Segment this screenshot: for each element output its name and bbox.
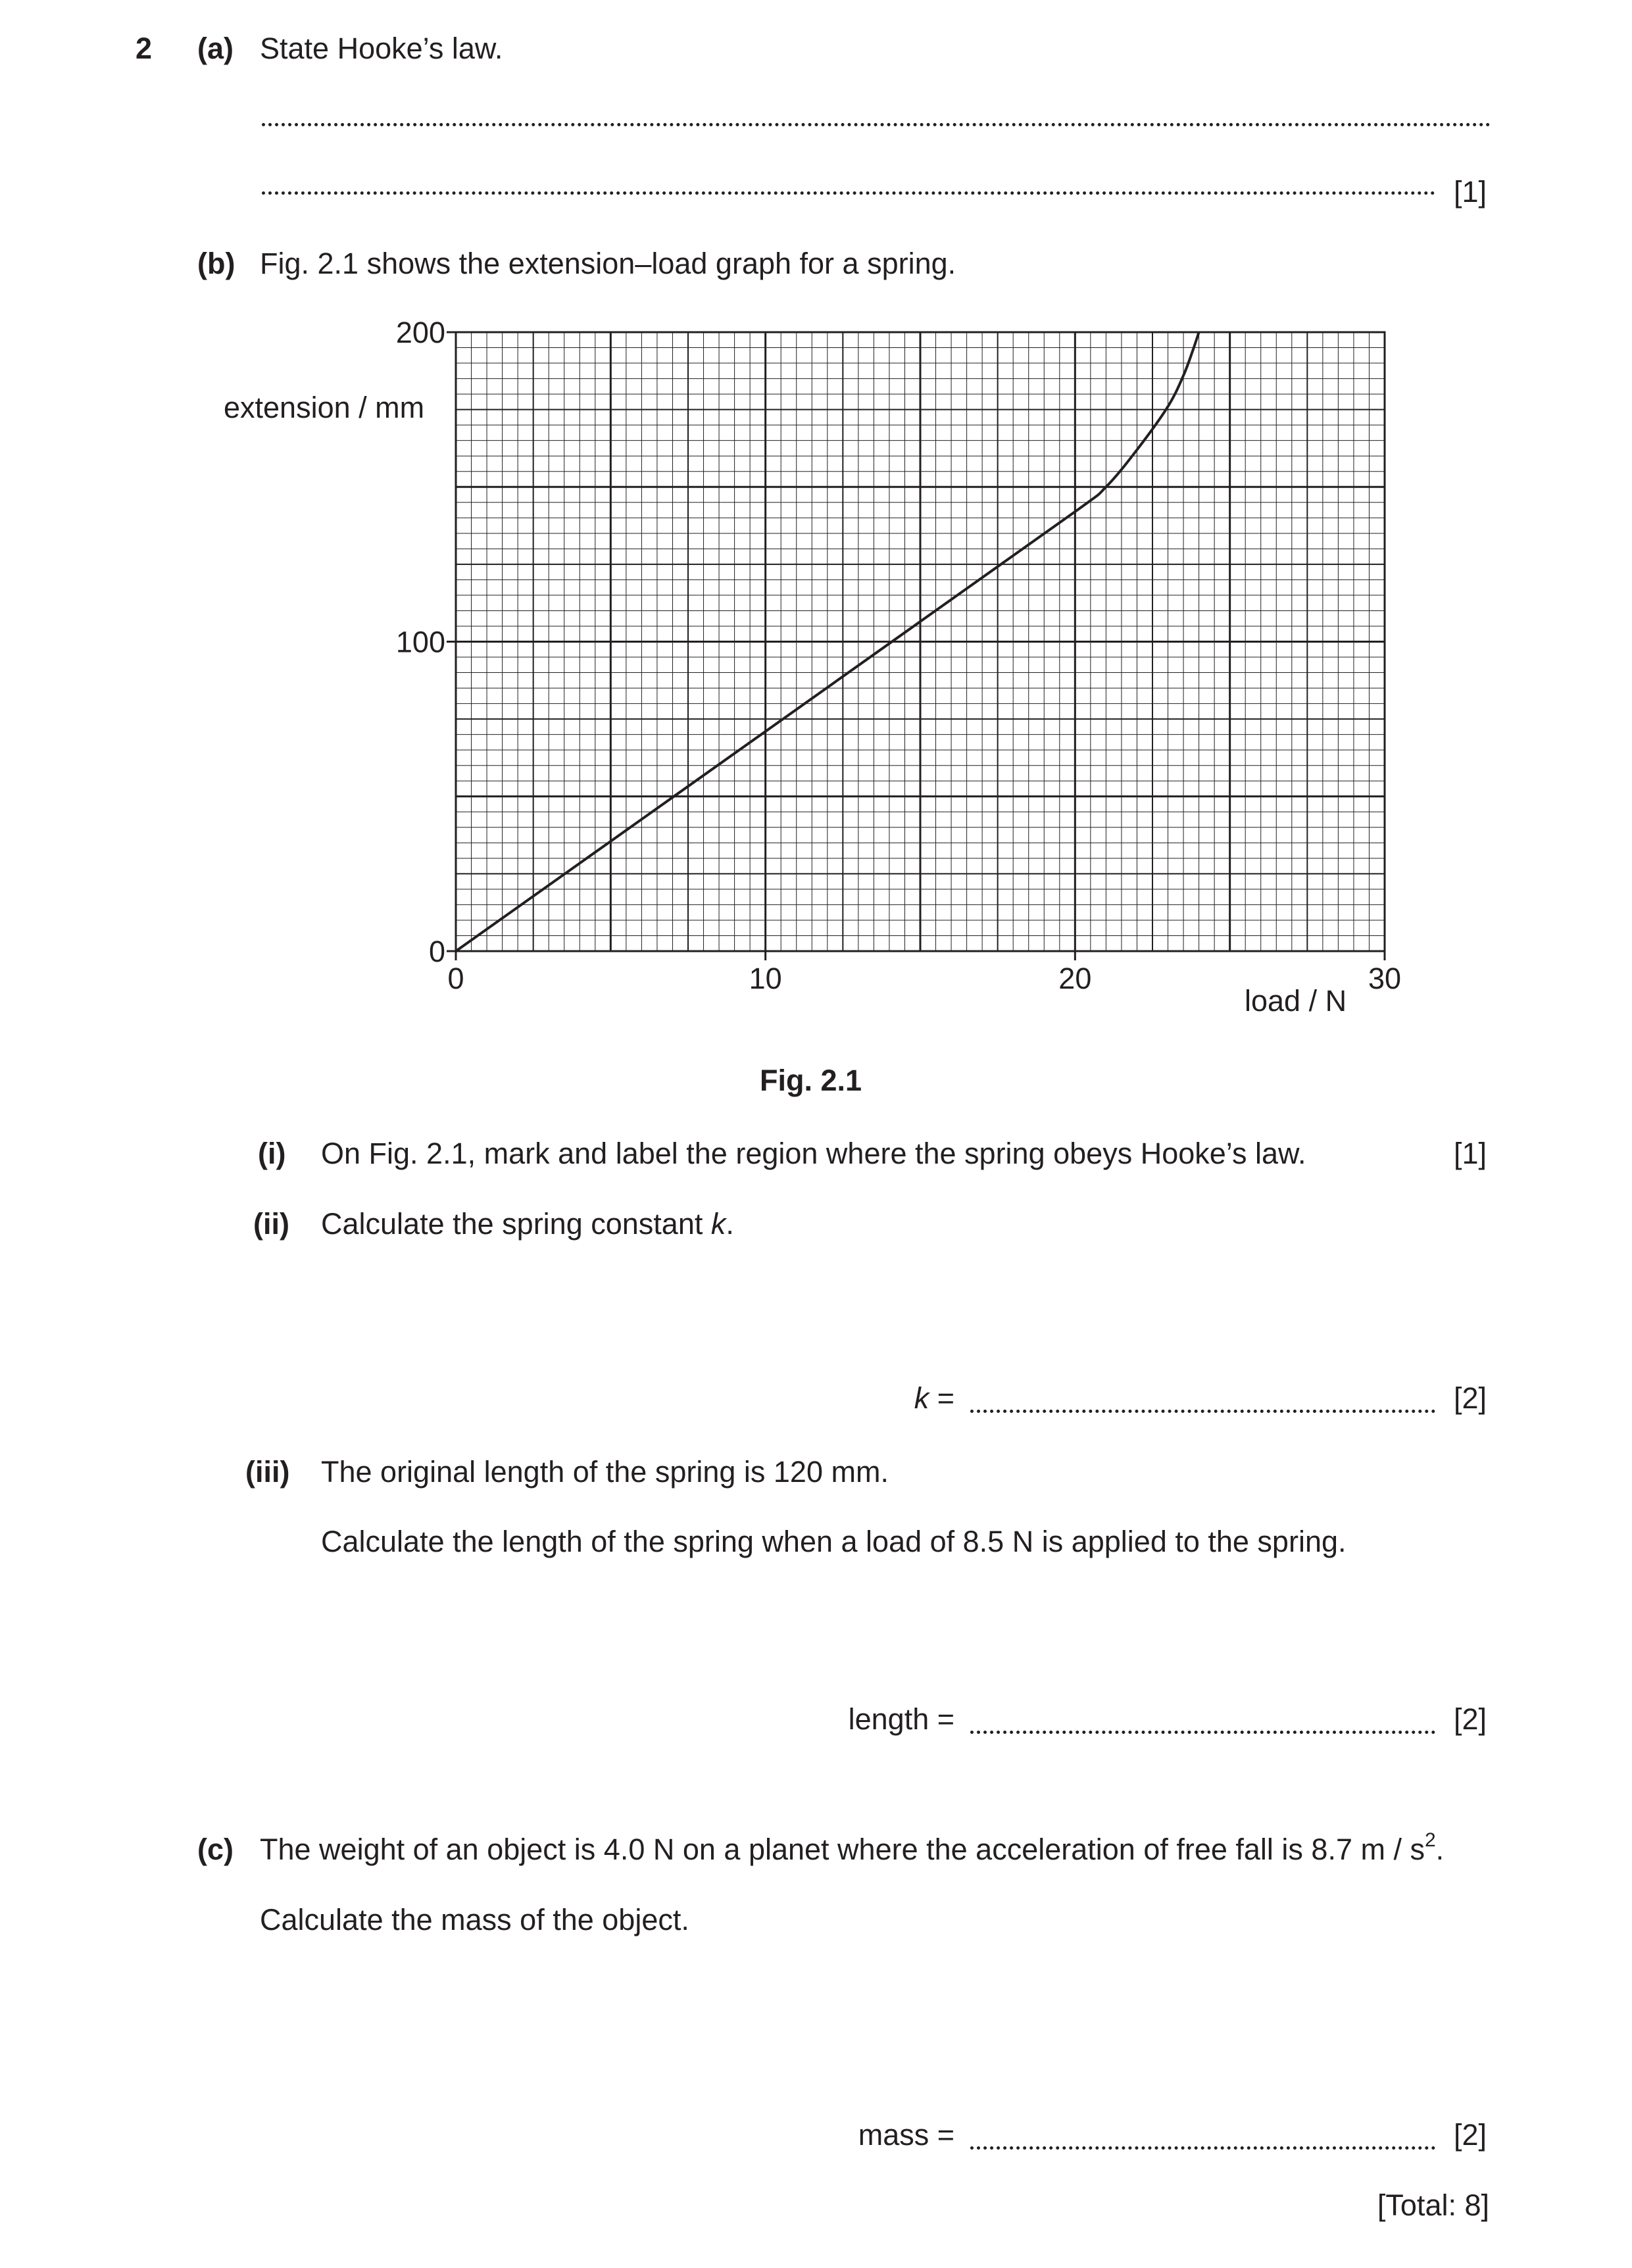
x-tick-label: 0 xyxy=(447,962,464,995)
part-c-text2: Calculate the mass of the object. xyxy=(260,1903,689,1936)
mass-answer-label: mass = xyxy=(858,2118,954,2152)
part-c-mark: [2] xyxy=(1454,2118,1487,2152)
part-b-ii-prompt-prefix: Calculate the spring constant xyxy=(321,1207,711,1241)
part-b-iii-text2: Calculate the length of the spring when a load of 8.5 N is applied to the spring. xyxy=(321,1525,1347,1558)
question-number: 2 xyxy=(136,32,153,65)
length-answer-line[interactable] xyxy=(970,1731,1435,1734)
part-b-label: (b) xyxy=(197,247,235,280)
length-answer-label: length = xyxy=(848,1702,954,1736)
x-axis-label: load / N xyxy=(1245,984,1347,1018)
part-a-label: (a) xyxy=(197,32,234,65)
mass-answer-line[interactable] xyxy=(970,2146,1435,2150)
total-marks: [Total: 8] xyxy=(1377,2188,1489,2222)
part-b-ii-prompt-suffix: . xyxy=(726,1207,734,1241)
part-b-ii-prompt-var: k xyxy=(710,1207,726,1241)
y-tick-label: 100 xyxy=(395,625,445,659)
part-c-prompt-sup: 2 xyxy=(1424,1829,1436,1851)
part-b-i-label: (i) xyxy=(258,1137,286,1170)
part-b-i-mark: [1] xyxy=(1454,1137,1487,1170)
extension-load-graph xyxy=(0,0,1632,1052)
part-c-prompt-suffix: . xyxy=(1435,1833,1445,1866)
part-c-prompt xyxy=(260,1829,1445,1867)
part-b-iii-mark: [2] xyxy=(1454,1702,1487,1736)
k-answer-label xyxy=(914,1381,954,1416)
part-b-ii-mark: [2] xyxy=(1454,1381,1487,1415)
part-c-label: (c) xyxy=(197,1833,234,1866)
part-b-ii-prompt xyxy=(321,1207,734,1241)
k-answer-line[interactable] xyxy=(970,1410,1435,1413)
part-b-i-prompt: On Fig. 2.1, mark and label the region where the spring obeys Hooke’s law. xyxy=(321,1137,1306,1170)
x-tick-label: 10 xyxy=(749,962,782,995)
y-tick-label: 200 xyxy=(395,316,445,349)
k-answer-var: k xyxy=(914,1381,929,1415)
part-a-mark: [1] xyxy=(1454,175,1487,209)
y-axis-label: extension / mm xyxy=(224,391,425,424)
part-c-prompt-main: The weight of an object is 4.0 N on a planet where the acceleration of free fall is 8.7 m / s xyxy=(260,1833,1425,1866)
part-b-iii-text1: The original length of the spring is 120 mm. xyxy=(321,1455,889,1489)
part-b-prompt: Fig. 2.1 shows the extension–load graph for a spring. xyxy=(260,247,956,280)
k-answer-eq: = xyxy=(929,1381,954,1415)
x-tick-label: 20 xyxy=(1058,962,1092,995)
part-b-iii-label: (iii) xyxy=(245,1455,290,1489)
axis-ticks xyxy=(447,332,1385,960)
x-tick-label: 30 xyxy=(1368,962,1402,995)
y-tick-label: 0 xyxy=(428,935,445,968)
part-b-ii-label: (ii) xyxy=(253,1207,289,1241)
figure-caption: Fig. 2.1 xyxy=(760,1064,862,1097)
axis-tick-labels xyxy=(396,316,1401,995)
part-a-prompt: State Hooke’s law. xyxy=(260,32,503,65)
